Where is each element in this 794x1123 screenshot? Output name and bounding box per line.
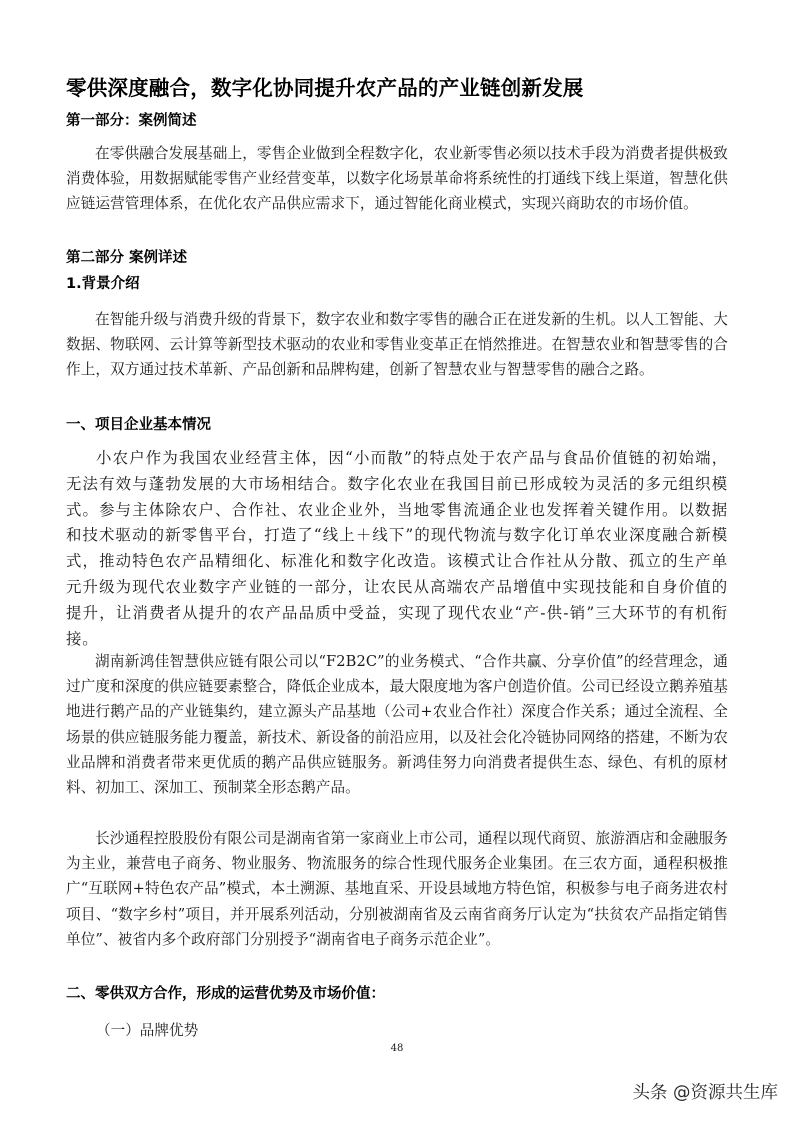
section2-heading: 二、零供双方合作，形成的运营优势及市场价值： [66,986,385,1002]
brand-advantage-subheading: （一）品牌优势 [96,1022,199,1039]
section1-paragraph-2: 湖南新鸿佳智慧供应链有限公司以“F2B2C”的业务模式、“合作共赢、分享价值”的经营理念，通过广度和深度的供应链要素整合，降低企业成本，最大限度地为客户创造价值。公司已经设立鹅养殖基地进行鹅产品的产业链集约，建立源头产品基地（公司+农业合作社）深度合作关系；通过全流程、全场景的供应链服务能力覆盖，新技术、新设备的前沿应用，以及社会化冷链协同网络的搭建，不断为农业品牌和消费者带来更优质的鹅产品供应链服务。新鸿佳努力向消费者提供生态、绿色、有机的原材料、初加工、深加工、预制菜全形态鹅产品。 [66,653,728,797]
page-number: 48 [390,1043,404,1054]
section1-paragraph-1: 小农户作为我国农业经营主体，因“小而散”的特点处于农产品与食品价值链的初始端，无法有效与蓬勃发展的大市场相结合。数字化农业在我国目前已形成较为灵活的多元组织模式。参与主体除农户、合作社、农业企业外，当地零售流通企业也发挥着关键作用。以数据和技术驱动的新零售平台，打造了“线上＋线下”的现代物流与数字化订单农业深度融合新模式，推动特色农产品精细化、标准化和数字化改造。该模式让合作社从分散、孤立的生产单元升级为现代农业数字产业链的一部分，让农民从高端农产品增值中实现技能和自身价值的提升，让消费者从提升的农产品品质中受益，实现了现代农业“产-供-销”三大环节的有机衔接。 [66,449,728,648]
document-title: 零供深度融合，数字化协同提升农产品的产业链创新发展 [66,76,584,100]
section1-heading: 一、项目企业基本情况 [66,417,211,433]
section1-paragraph-3: 长沙通程控股股份有限公司是湖南省第一家商业上市公司，通程以现代商贸、旅游酒店和金融服务为主业，兼营电子商务、物业服务、物流服务的综合性现代服务企业集团。在三农方面，通程积极推广“互联网+特色农产品”模式，本土溯源、基地直采、开设县域地方特色馆，积极参与电子商务进农村项目、“数字乡村”项目，并开展系列活动，分别被湖南省及云南省商务厅认定为“扶贫农产品指定销售单位”、被省内多个政府部门分别授予“湖南省电子商务示范企业”。 [66,830,728,948]
part1-paragraph: 在零供融合发展基础上，零售企业做到全程数字化，农业新零售必须以技术手段为消费者提供极致消费体验，用数据赋能零售产业经营变革，以数字化场景革命将系统性的打通线下线上渠道，智慧化供应链运营管理体系，在优化农产品供应需求下，通过智能化商业模式，实现兴商助农的市场价值。 [66,145,728,213]
background-paragraph: 在智能升级与消费升级的背景下，数字农业和数字零售的融合正在迸发新的生机。以人工智能、大数据、物联网、云计算等新型技术驱动的农业和零售业变革正在悄然推进。在智慧农业和智慧零售的合作上，双方通过技术革新、产品创新和品牌构建，创新了智慧农业与智慧零售的融合之路。 [66,311,728,379]
source-watermark: 头条 @资源共生库 [632,1083,778,1103]
background-heading: 1.背景介绍 [66,276,140,292]
part2-heading: 第二部分 案例详述 [66,250,188,266]
part1-heading: 第一部分：案例简述 [66,113,197,129]
